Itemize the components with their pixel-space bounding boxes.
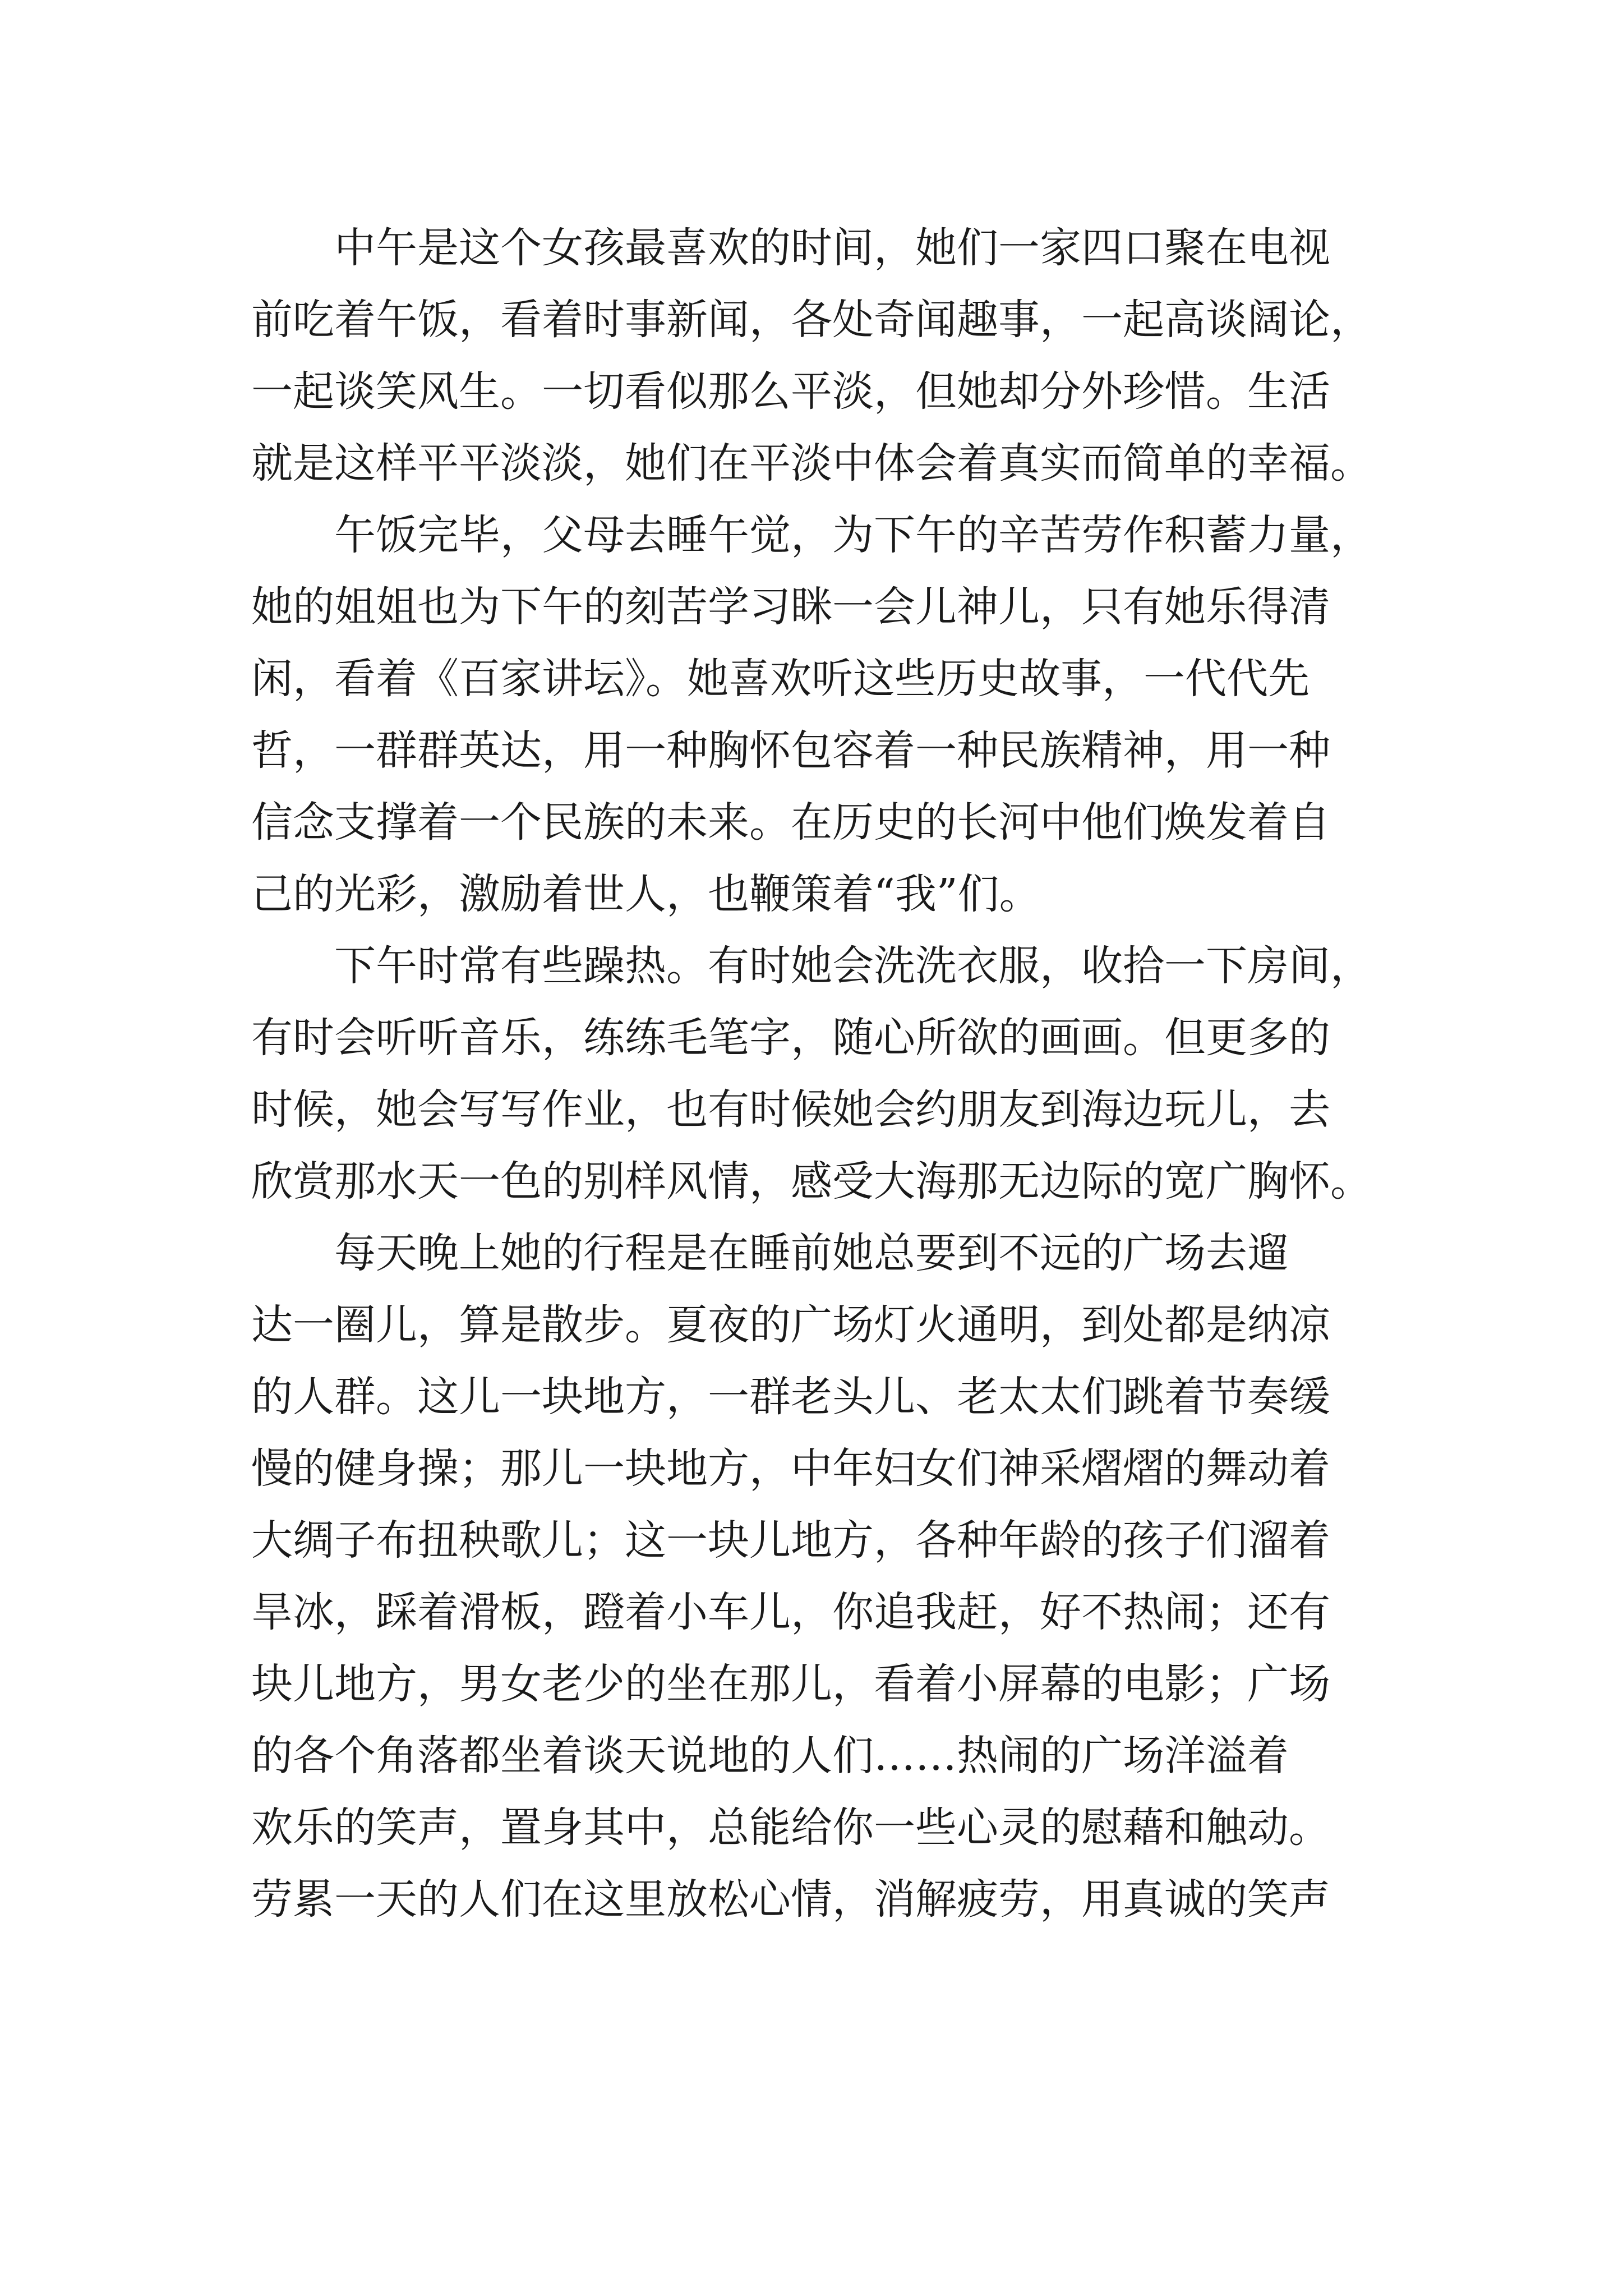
paragraph-2-line-6: 己的光彩，激励着世人，也鞭策着“我”们。	[251, 870, 1041, 918]
paragraph-4-line-8: 的各个角落都坐着谈天说地的人们……热闹的广场洋溢着	[251, 1732, 1289, 1780]
paragraph-2-line-1: 午饭完毕，父母去睡午觉，为下午的辛苦劳作积蓄力量，	[334, 511, 1372, 559]
paragraph-3-line-3: 时候，她会写写作业，也有时候她会约朋友到海边玩儿，去	[251, 1085, 1330, 1134]
paragraph-4-line-10: 劳累一天的人们在这里放松心情，消解疲劳，用真诚的笑声	[251, 1875, 1330, 1924]
paragraph-4-line-4: 慢的健身操；那儿一块地方，中年妇女们神采熠熠的舞动着	[251, 1444, 1330, 1493]
paragraph-1-line-3: 一起谈笑风生。一切看似那么平淡，但她却分外珍惜。生活	[251, 367, 1330, 416]
paragraph-2-line-3: 闲，看着《百家讲坛》。她喜欢听这些历史故事，一代代先	[251, 655, 1310, 703]
paragraph-4-line-1: 每天晚上她的行程是在睡前她总要到不远的广场去遛	[334, 1229, 1289, 1277]
paragraph-3-line-4: 欣赏那水天一色的别样风情，感受大海那无边际的宽广胸怀。	[251, 1157, 1372, 1205]
paragraph-4-line-6: 旱冰，踩着滑板，蹬着小车儿，你追我赶，好不热闹；还有	[251, 1588, 1330, 1636]
paragraph-2-line-5: 信念支撑着一个民族的未来。在历史的长河中他们焕发着自	[251, 798, 1330, 846]
paragraph-2-line-2: 她的姐姐也为下午的刻苦学习眯一会儿神儿，只有她乐得清	[251, 583, 1330, 631]
paragraph-3-line-1: 下午时常有些躁热。有时她会洗洗衣服，收拾一下房间，	[334, 942, 1372, 990]
paragraph-4-line-2: 达一圈儿，算是散步。夏夜的广场灯火通明，到处都是纳凉	[251, 1301, 1330, 1349]
paragraph-1-line-2: 前吃着午饭，看着时事新闻，各处奇闻趣事，一起高谈阔论，	[251, 296, 1372, 344]
paragraph-3-line-2: 有时会听听音乐，练练毛笔字，随心所欲的画画。但更多的	[251, 1014, 1330, 1062]
paragraph-4-line-5: 大绸子布扭秧歌儿；这一块儿地方，各种年龄的孩子们溜着	[251, 1516, 1330, 1565]
paragraph-1-line-1: 中午是这个女孩最喜欢的时间，她们一家四口聚在电视	[334, 224, 1330, 272]
body-text	[251, 212, 1401, 1935]
paragraph-1-line-4: 就是这样平平淡淡，她们在平淡中体会着真实而简单的幸福。	[251, 439, 1372, 487]
paragraph-4-line-9: 欢乐的笑声，置身其中，总能给你一些心灵的慰藉和触动。	[251, 1803, 1330, 1852]
paragraph-2-line-4: 哲，一群群英达，用一种胸怀包容着一种民族精神，用一种	[251, 726, 1330, 775]
paragraph-4-line-7: 块儿地方，男女老少的坐在那儿，看着小屏幕的电影；广场	[251, 1660, 1330, 1708]
paragraph-4-line-3: 的人群。这儿一块地方，一群老头儿、老太太们跳着节奏缓	[251, 1373, 1330, 1421]
